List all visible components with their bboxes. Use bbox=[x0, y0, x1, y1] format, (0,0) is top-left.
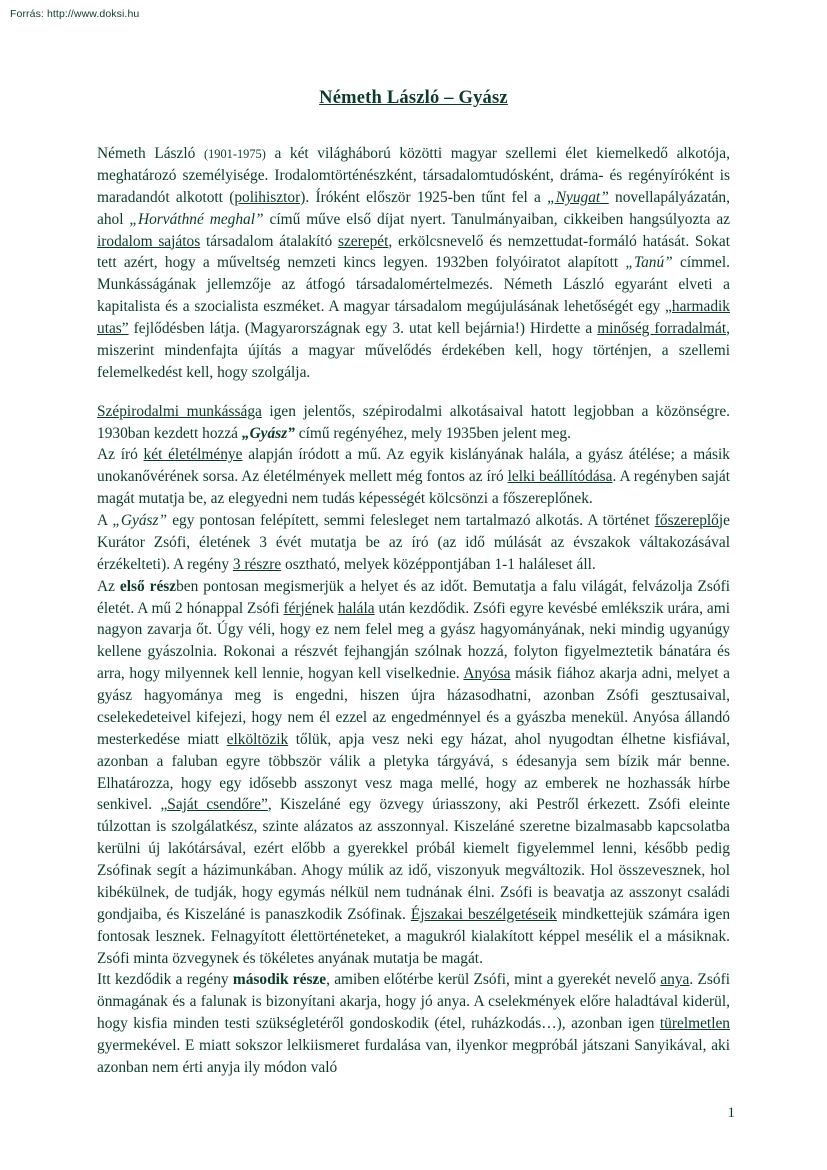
text-run: tőlük, apja vesz neki egy házat, ahol nyugodtan élhetne kisfiával, azonban a faluban egyre többször válik a pletyka tárgyává, s édesanyja sem bízik már benne. Elhatározza, hogy egy idősebb asszonyt vesz maga mellé, hogy az emberek ne hozhassák hírbe senkivel. bbox=[97, 730, 730, 814]
paragraph-6 bbox=[97, 969, 730, 1078]
paragraph-4 bbox=[97, 510, 730, 576]
paragraph-5 bbox=[97, 576, 730, 970]
text-run: . Íróként először 1925-ben tűnt fel a bbox=[305, 188, 548, 206]
text-run: a két világháború közötti magyar szellemi élet kiemelkedő alkotója, meghatározó személyisége. Irodalomtörténészként, társadalomtudósként, dráma- és regényíróként is maradandót alkotott bbox=[97, 145, 730, 206]
text-run: irodalom sajátos bbox=[97, 232, 201, 250]
text-run: türelmetlen bbox=[659, 1015, 730, 1033]
text-run: című műve első díjat nyert. Tanulmányaiban, cikkeiben hangsúlyozta az bbox=[263, 210, 730, 228]
text-run: főszereplő bbox=[654, 512, 719, 529]
text-run: je Kurátor Zsófi, életének 3 évét mutatja be az író (az idő múlását az évszakok váltakozásával érzékelteti). A regény bbox=[97, 512, 730, 573]
text-run: 3 részre bbox=[232, 555, 282, 573]
paragraph-1 bbox=[97, 143, 730, 384]
text-run: fejlődésben látja. (Magyarországnak egy 3. utat kell bejárnia!) Hirdette a bbox=[128, 320, 598, 337]
text-run: . Zsófi önmagának és a falunak is bizonyítani akarja, hogy jó anya. A cselekmények előre haladtával kiderül, hogy kisfia minden testi szükségletéről gondoskodik (étel, ruházkodás…), azonban igen bbox=[97, 971, 730, 1033]
text-run: nek bbox=[311, 599, 338, 617]
text-run: második része bbox=[232, 971, 327, 989]
text-run: gyermekével. E miatt sokszor lelkiismeret furdalása van, ilyenkor megpróbál játszani Sanyikával, aki azonban nem érti anyja ily módon való bbox=[97, 1037, 730, 1076]
text-run: halála bbox=[337, 599, 375, 617]
text-run: minőség forradalmát bbox=[597, 320, 727, 337]
text-run: Az bbox=[97, 577, 120, 595]
text-run: elköltözik bbox=[226, 730, 289, 748]
text-run: Az író bbox=[97, 446, 144, 464]
text-run: című regényéhez, mely 1935ben jelent meg. bbox=[294, 424, 571, 442]
text-run: „Gyász” bbox=[112, 512, 168, 529]
paragraph-2 bbox=[97, 401, 730, 445]
text-run: A bbox=[97, 512, 113, 529]
text-run: , erkölcsnevelő és nemzettudat-formáló hatását. Sokat tett azért, hogy a műveltség nemzeti kincs legyen. 1932ben folyóiratot alapított bbox=[97, 232, 730, 272]
text-run: , amiben előtérbe kerül Zsófi, mint a gyerekét nevelő bbox=[326, 971, 661, 989]
source-url-note: Forrás: http://www.doksi.hu bbox=[10, 8, 140, 20]
text-run: (1901-1975) bbox=[203, 147, 266, 161]
text-run: másik fiához akarja adni, melyet a gyász hagyománya meg is engedni, hiszen újra házasodhatni, azonban Zsófi gesztusaival, cselekedeteivel kifejezi, hogy nem él ezzel az engedménnyel és a gyászba menekül. Anyósa állandó mesterkedése miatt bbox=[97, 665, 730, 748]
text-run: . A regényben saját magát mutatja be, az elegyedni nem tudás képességét kölcsönzi a főszereplőnek. bbox=[97, 468, 730, 508]
text-run: címmel. Munkásságának jellemzője az átfogó társadalomértelmezés. Németh László egyaránt elveti a kapitalista és a szocialista eszméket. A magyar társadalom megújulásának lehetőségét egy bbox=[97, 254, 730, 316]
text-run: , miszerint mindenfajta újítás a magyar művelődés érdekében kell, hogy történjen, a szellemi felemelkedést kell, hogy szolgálja. bbox=[97, 320, 730, 381]
text-run: , Kiszeláné egy özvegy úriasszony, aki Pestről érkezett. Zsófi eleinte túlzottan is szolgálatkész, szinte alázatos az asszonnyal. Kiszeláné szeretne bizalmasabb kapcsolatba kerülni új lakótársával, ezért előbb a gyerekkel próbál kiemelt figyelemmel lenni, később pedig Zsófinak segít a házimunkában. Ahogy múlik az idő, viszonyuk megváltozik. Hol összevesznek, hol kibékülnek, de tudják, hogy egymás nélkül nem tudnának élni. Zsófi is beavatja az asszonyt családi gondjaiba, és Kiszeláné is panaszkodik Zsófinak. bbox=[97, 796, 730, 923]
text-run: lelki beállítódása bbox=[507, 468, 613, 486]
text-run: alapján íródott a mű. Az egyik kislányának halála, a gyász átélése; a másik unokanővérének sorsa. Az életélmények mellett még fontos az író bbox=[97, 446, 730, 486]
page-number: 1 bbox=[727, 1105, 735, 1121]
text-run: „Tanú” bbox=[625, 254, 673, 272]
page-title: Németh László – Gyász bbox=[319, 88, 508, 108]
text-run: mindkettejük számára igen fontosak lesznek. Felnagyított élettörténeteket, a magukról kialakított képpel mesélik el a másiknak. Zsófi minta özvegynek és tökéletes anyának mutatja be magát. bbox=[97, 905, 731, 967]
text-run: anya bbox=[660, 971, 690, 989]
text-run: ben pontosan megismerjük a helyet és az időt. Bemutatja a falu világát, felvázolja Zsófi életét. A mű 2 hónappal Zsófi bbox=[97, 577, 731, 617]
paragraph-3 bbox=[97, 444, 730, 510]
text-run: társadalom átalakító bbox=[200, 232, 338, 250]
text-run: osztható, melyek középpontjában 1-1 haláleset áll. bbox=[281, 555, 596, 573]
text-run: „harmadik utas” bbox=[97, 298, 730, 337]
document-body bbox=[97, 88, 730, 1079]
text-run: Itt kezdődik a regény bbox=[97, 971, 233, 989]
text-run: igen jelentős, szépirodalmi alkotásaival hatott legjobban a közönségre. 1930ban kezdett hozzá bbox=[97, 402, 730, 442]
text-run: (polihisztor) bbox=[229, 188, 306, 206]
text-run: novellapályázatán, ahol bbox=[97, 188, 730, 228]
text-run: Németh László bbox=[97, 145, 204, 162]
text-run: első rész bbox=[119, 577, 177, 595]
text-run: Szépirodalmi munkássága bbox=[97, 402, 262, 420]
text-run: „Nyugat” bbox=[547, 188, 609, 206]
text-run: után kezdődik. Zsófi egyre kevésbé emlékszik urára, ami nagyon zavarja őt. Úgy véli, hogy ez nem felel meg a gyász hagyományának, neki mindig ugyanúgy kellene gyászolnia. Rokonai a részvét fejhangján szólnak hozzá, folyton figyelmeztetik bánatára és arra, hogy milyennek kell lennie, hogyan kell viselkednie. bbox=[97, 599, 730, 683]
text-run: egy pontosan felépített, semmi felesleget nem tartalmazó alkotás. A történet bbox=[167, 512, 655, 529]
text-run: Éjszakai beszélgetéseik bbox=[410, 905, 557, 923]
text-run: „Saját csendőre” bbox=[160, 796, 268, 814]
text-run: „Gyász” bbox=[241, 424, 295, 442]
text-run: szerepét bbox=[337, 232, 389, 250]
text-run: Anyósa bbox=[463, 665, 511, 683]
text-run: „Horváthné meghal” bbox=[129, 210, 264, 228]
text-run: két életélménye bbox=[143, 446, 243, 464]
text-run: férjé bbox=[283, 599, 312, 617]
